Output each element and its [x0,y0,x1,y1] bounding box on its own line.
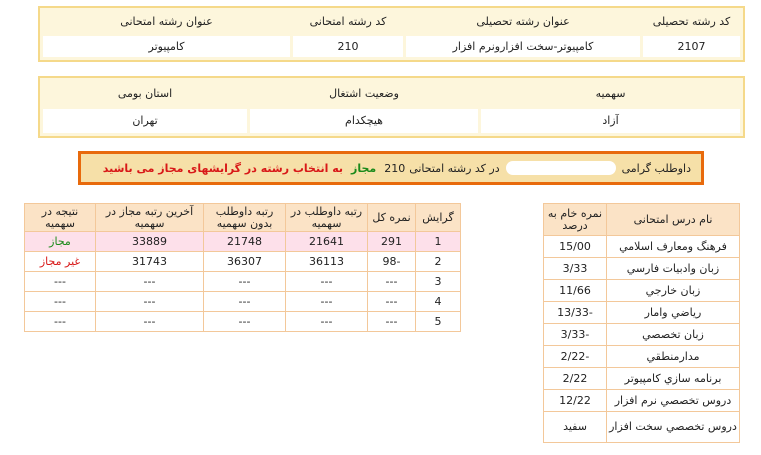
lesson-name: دروس تخصصي نرم افزار [607,390,740,412]
lesson-score: 3/33 [544,258,607,280]
rank-in-quota: --- [286,272,368,292]
notice-middle: در کد رشته امتحانی [409,161,500,175]
table-row [544,412,740,443]
header-study-code: کد رشته تحصیلی [643,11,740,33]
header-rank-no-quota: رتبه داوطلب بدون سهمیه [204,204,286,232]
rank-in-quota: 36113 [286,252,368,272]
header-track: گرایش [416,204,461,232]
rank-last-allowed: 31743 [96,252,204,272]
rank-total-score: --- [368,312,416,332]
rank-no-quota: --- [204,312,286,332]
rank-track: 5 [416,312,461,332]
value-study-title: کامپیوتر-سخت افزارونرم افزار [406,36,640,58]
table-row [544,368,740,390]
header-quota: سهمیه [481,81,740,106]
rank-no-quota: 21748 [204,232,286,252]
rank-track: 2 [416,252,461,272]
header-raw-score: نمره خام به درصد [544,204,607,236]
lesson-name: برنامه سازي کامپيوتر [607,368,740,390]
header-province: استان بومی [43,81,247,106]
lesson-score: -3/33 [544,324,607,346]
rank-last-allowed: --- [96,292,204,312]
lesson-score: 11/66 [544,280,607,302]
header-rank-quota: رتبه داوطلب در سهمیه [286,204,368,232]
rank-in-quota: --- [286,292,368,312]
rank-total-score: -98 [368,252,416,272]
rank-no-quota: --- [204,272,286,292]
lesson-name: زبان وادبيات فارسي [607,258,740,280]
eligibility-notice [78,151,704,185]
header-employment: وضعیت اشتغال [250,81,478,106]
lesson-name: زبان تخصصي [607,324,740,346]
header-lesson-name: نام درس امتحانی [607,204,740,236]
rank-total-score: --- [368,272,416,292]
rank-last-allowed: --- [96,312,204,332]
header-total-score: نمره کل [368,204,416,232]
header-result: نتیجه در سهمیه [25,204,96,232]
table-row [544,280,740,302]
value-employment: هیچکدام [250,109,478,134]
program-info-panel [38,6,745,62]
header-last-allowed-rank: آخرین رتبه مجاز در سهمیه [96,204,204,232]
header-exam-title: عنوان رشته امتحانی [43,11,290,33]
notice-suffix: به انتخاب رشته در گرایشهای مجاز می باشید [102,161,343,175]
rank-result: غیر مجاز [25,252,96,272]
rank-result: --- [25,292,96,312]
table-row [25,292,461,312]
lesson-score: 12/22 [544,390,607,412]
lesson-score: 15/00 [544,236,607,258]
rank-result: مجاز [25,232,96,252]
notice-allowed: مجاز [351,161,377,175]
rank-last-allowed: --- [96,272,204,292]
notice-prefix: داوطلب گرامی [621,161,691,175]
table-row [25,252,461,272]
rank-total-score: 291 [368,232,416,252]
lesson-score: سفيد [544,412,607,443]
lesson-name: فرهنگ ومعارف اسلامي [607,236,740,258]
value-study-code: 2107 [643,36,740,58]
value-exam-title: کامپیوتر [43,36,290,58]
lesson-name: دروس تخصصي سخت افزار [607,412,740,443]
status-info-panel [38,76,745,138]
rank-in-quota: --- [286,312,368,332]
notice-code: 210 [384,161,406,175]
value-quota: آزاد [481,109,740,134]
lesson-scores-table [543,203,740,443]
rank-no-quota: --- [204,292,286,312]
rank-track: 1 [416,232,461,252]
lesson-name: زبان خارجي [607,280,740,302]
value-exam-code: 210 [293,36,403,58]
lesson-name: مدارمنطقي [607,346,740,368]
rank-track: 4 [416,292,461,312]
candidate-name-redacted [506,161,616,175]
lesson-name: رياضي وامار [607,302,740,324]
table-row [544,324,740,346]
rank-track: 3 [416,272,461,292]
header-study-title: عنوان رشته تحصیلی [406,11,640,33]
table-row [25,232,461,252]
rank-result: --- [25,312,96,332]
rank-results-table [24,203,461,332]
rank-in-quota: 21641 [286,232,368,252]
rank-no-quota: 36307 [204,252,286,272]
table-row [544,258,740,280]
header-exam-code: کد رشته امتحانی [293,11,403,33]
rank-total-score: --- [368,292,416,312]
lesson-score: -13/33 [544,302,607,324]
table-row [25,272,461,292]
rank-result: --- [25,272,96,292]
table-row [544,302,740,324]
table-row [544,346,740,368]
table-row [544,390,740,412]
lesson-score: 2/22 [544,368,607,390]
lesson-score: -2/22 [544,346,607,368]
value-province: تهران [43,109,247,134]
rank-last-allowed: 33889 [96,232,204,252]
table-row [25,312,461,332]
table-row [544,236,740,258]
